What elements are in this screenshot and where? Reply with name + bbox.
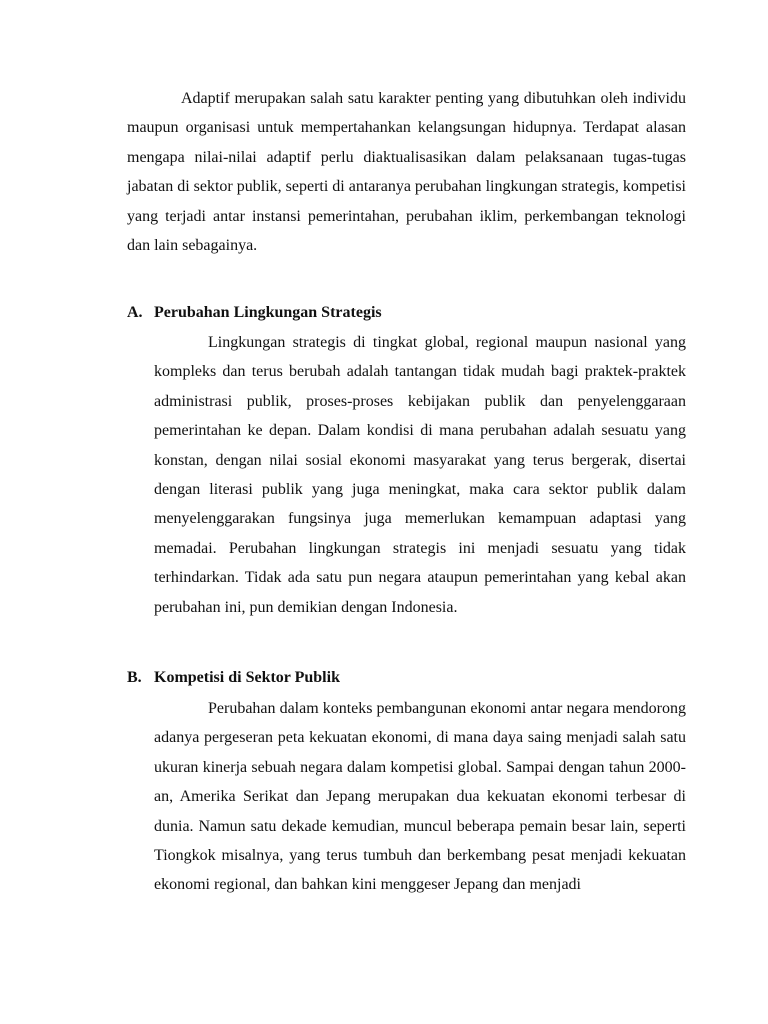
section-b-title: Kompetisi di Sektor Publik <box>154 669 340 686</box>
section-b-heading <box>127 666 686 690</box>
section-b-paragraph: Perubahan dalam konteks pembangunan ekonomi antar negara mendorong adanya pergeseran peta kekuatan ekonomi, di mana daya saing menjadi salah satu ukuran kinerja sebuah negara dalam kompetisi global. Sampai dengan tahun 2000-an, Amerika Serikat dan Jepang merupakan dua kekuatan ekonomi terbesar di dunia. Namun satu dekade kemudian, muncul beberapa pemain besar lain, seperti Tiongkok misalnya, yang terus tumbuh dan berkembang pesat menjadi kekuatan ekonomi regional, dan bahkan kini menggeser Jepang dan menjadi <box>154 700 686 894</box>
section-a-heading <box>127 301 686 325</box>
section-a-title: Perubahan Lingkungan Strategis <box>154 304 382 321</box>
section-a-paragraph: Lingkungan strategis di tingkat global, regional maupun nasional yang kompleks dan terus berubah adalah tantangan tidak mudah bagi praktek-praktek administrasi publik, proses-proses kebijakan publik dan penyelenggaraan pemerintahan ke depan. Dalam kondisi di mana perubahan adalah sesuatu yang konstan, dengan nilai sosial ekonomi masyarakat yang terus bergerak, disertai dengan literasi publik yang juga meningkat, maka cara sektor publik dalam menyelenggarakan fungsinya juga memerlukan kemampuan adaptasi yang memadai. Perubahan lingkungan strategis ini menjadi sesuatu yang tidak terhindarkan. Tidak ada satu pun negara ataupun pemerintahan yang kebal akan perubahan ini, pun demikian dengan Indonesia. <box>154 334 686 616</box>
section-a-letter: A. <box>127 304 143 321</box>
section-b-letter: B. <box>127 669 142 686</box>
intro-paragraph: Adaptif merupakan salah satu karakter penting yang dibutuhkan oleh individu maupun organisasi untuk mempertahankan kelangsungan hidupnya. Terdapat alasan mengapa nilai-nilai adaptif perlu diaktualisasikan dalam pelaksanaan tugas-tugas jabatan di sektor publik, seperti di antaranya perubahan lingkungan strategis, kompetisi yang terjadi antar instansi pemerintahan, perubahan iklim, perkembangan teknologi dan lain sebagainya. <box>127 90 686 255</box>
